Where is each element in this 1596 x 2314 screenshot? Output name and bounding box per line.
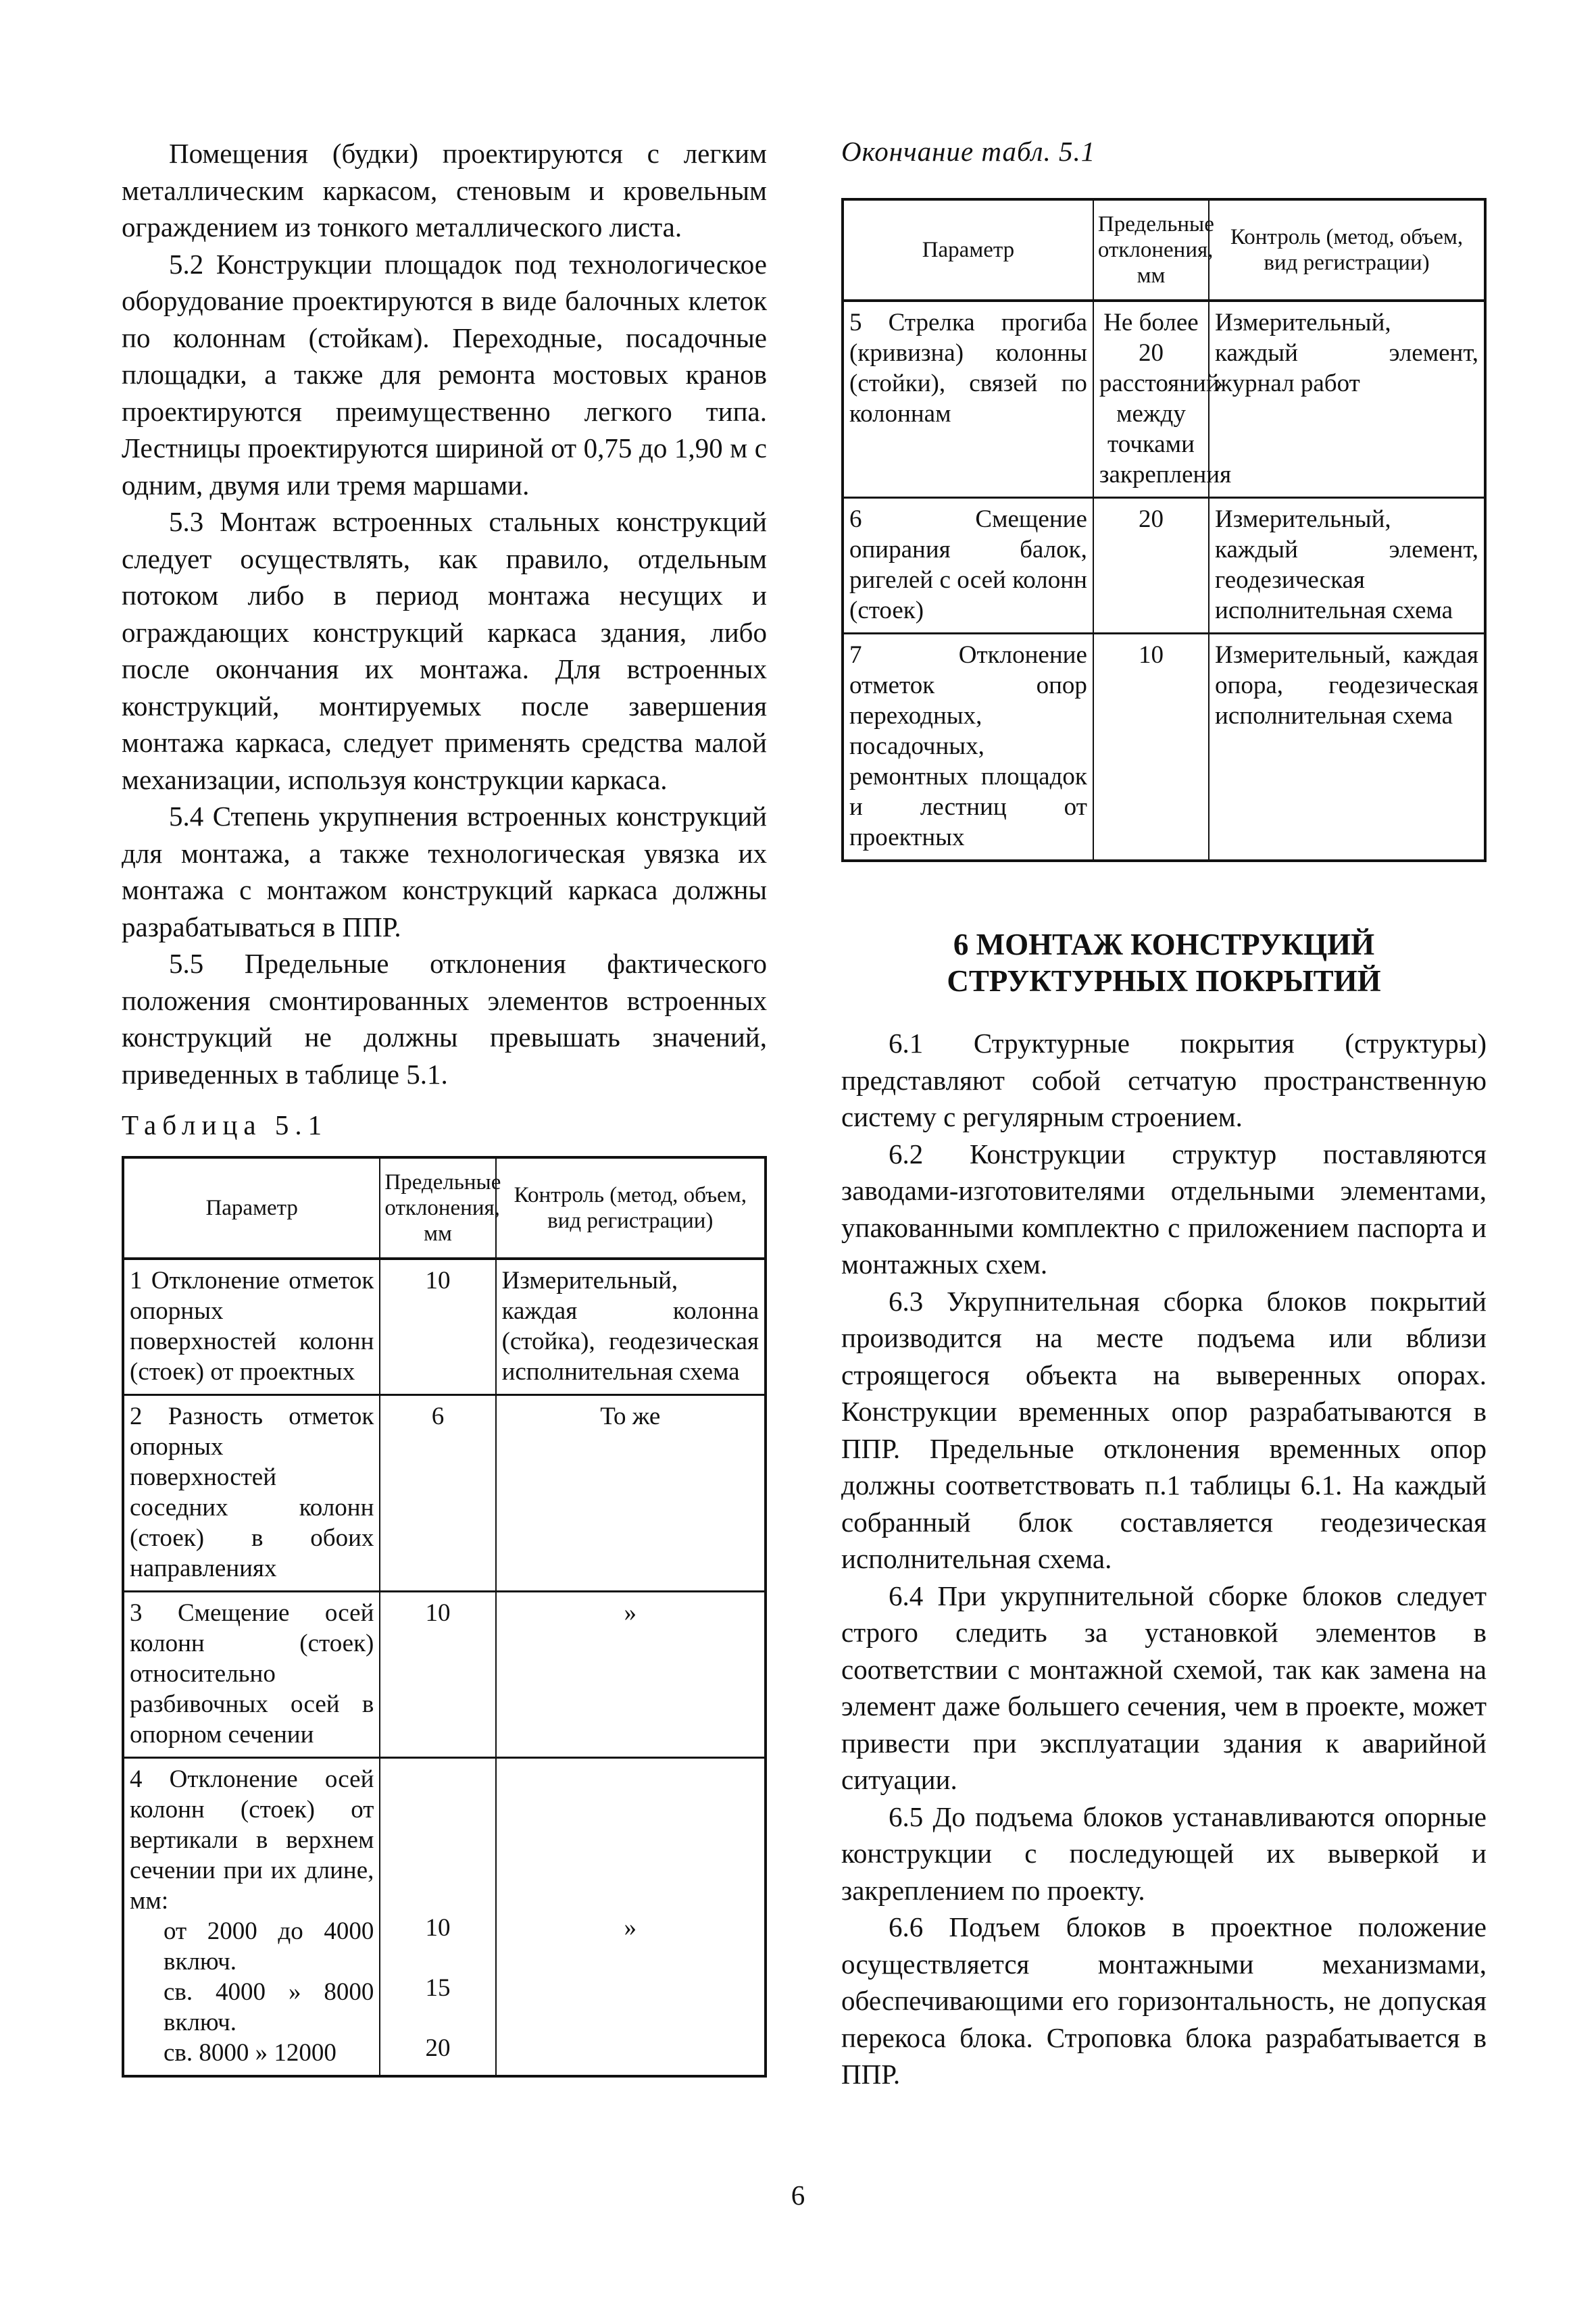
header-tolerance: Предельные отклонения, мм — [380, 1157, 495, 1259]
paragraph: 6.6 Подъем блоков в проектное положение осуществляется монтажными механизмами, обеспечивающими его горизонтальность, не допуская перекоса блока. Строповка блока разрабатывается в ППР. — [841, 1911, 1487, 2090]
cell-control: Измерительный, каждый элемент, геодезическая исполнительная схема — [1209, 498, 1485, 634]
paragraph: 6.4 При укрупнительной сборке блоков следует строго следить за установкой элементов в соответствии с монтажной схемой, так как замена на элемент даже большего сечения, чем в проекте, может привести при эксплуатации здания к аварийной ситуации. — [841, 1580, 1487, 1795]
section-title-line: 6 МОНТАЖ КОНСТРУКЦИЙ — [953, 928, 1375, 961]
table-row — [123, 1395, 766, 1592]
cell-control: Измерительный, каждая колонна (стойка), геодезическая исполнительная схема — [496, 1259, 766, 1395]
table-header-row — [123, 1157, 766, 1259]
paragraph: Помещения (будки) проектируются с легким металлическим каркасом, стеновым и кровельным ограждением из тонкого металлического листа. — [122, 138, 767, 243]
table-continuation-caption: Окончание табл. 5.1 — [841, 136, 1096, 167]
section-title-line: СТРУКТУРНЫХ ПОКРЫТИЙ — [947, 964, 1381, 998]
cell-tolerance-sub: 20 — [425, 2034, 451, 2062]
table-row — [123, 1758, 766, 2077]
cell-parameter: 5 Стрелка прогиба (кривизна) колонны (стойки), связей по колоннам — [843, 301, 1093, 498]
cell-tolerance: 20 — [1093, 498, 1209, 634]
header-control: Контроль (метод, объем, вид регистрации) — [1209, 199, 1485, 301]
header-tolerance: Предельные отклонения, мм — [1093, 199, 1209, 301]
paragraph: 6.1 Структурные покрытия (структуры) представляют собой сетчатую пространственную систему с регулярным строением. — [841, 1028, 1487, 1132]
paragraph: 5.4 Степень укрупнения встроенных конструкций для монтажа, а также технологическая увязка их монтажа с монтажом конструкций каркаса должны разрабатываться в ППР. — [122, 801, 767, 942]
cell-tolerance: Не более 20 расстояний между точками закрепления — [1093, 301, 1209, 498]
table-row — [843, 634, 1485, 861]
left-column — [122, 135, 767, 2078]
table-5-1 — [122, 1156, 767, 2078]
table-caption: Таблица 5.1 — [122, 1109, 328, 1140]
table-row — [123, 1592, 766, 1758]
cell-parameter: 3 Смещение осей колонн (стоек) относительно разбивочных осей в опорном сечении — [123, 1592, 380, 1758]
paragraph: 6.3 Укрупнительная сборка блоков покрытий производится на месте подъема или вблизи строящегося объекта на выверенных опорах. Конструкции временных опор разрабатываются в ППР. Предельные отклонения временных опор должны соответствовать п.1 таблицы 6.1. На каждый собранный блок составляется геодезическая исполнительная схема. — [841, 1285, 1487, 1574]
cell-tolerance: 10 — [380, 1592, 495, 1758]
cell-control: То же — [496, 1395, 766, 1592]
cell-parameter: 1 Отклонение отметок опорных поверхностей колонн (стоек) от проектных — [123, 1259, 380, 1395]
cell-tolerance — [380, 1758, 495, 2077]
paragraph: 5.5 Предельные отклонения фактического положения смонтированных элементов встроенных конструкций не должны превышать значений, приведенных в таблице 5.1. — [122, 948, 767, 1090]
cell-control — [496, 1758, 766, 2077]
header-control: Контроль (метод, объем, вид регистрации) — [496, 1157, 766, 1259]
cell-tolerance-sub: 15 — [425, 1974, 451, 2002]
cell-tolerance: 10 — [1093, 634, 1209, 861]
page-number: 6 — [791, 2180, 805, 2211]
paragraph: 5.2 Конструкции площадок под технологическое оборудование проектируются в виде балочных клеток по колоннам (стойкам). Переходные, посадочные площадки, а также для ремонта мостовых кранов проектируются преимущественно легкого типа. Лестницы проектируются шириной от 0,75 до 1,90 м с одним, двумя или тремя маршами. — [122, 248, 767, 501]
cell-parameter — [123, 1758, 380, 2077]
cell-control: Измерительный, каждый элемент, журнал работ — [1209, 301, 1485, 498]
right-column — [841, 135, 1487, 2093]
cell-parameter-main: 4 Отклонение осей колонн (стоек) от вертикали в верхнем сечении при их длине, мм: — [130, 1765, 374, 1915]
cell-tolerance-sub: 10 — [425, 1914, 451, 1942]
cell-control-sub: » — [624, 1914, 637, 1942]
cell-parameter-sub: св. 8000 » 12000 — [164, 2039, 336, 2067]
cell-parameter-sub: от 2000 до 4000 включ. — [164, 1917, 374, 1976]
cell-parameter-sub: св. 4000 » 8000 включ. — [164, 1978, 374, 2036]
cell-control: Измерительный, каждая опора, геодезическая исполнительная схема — [1209, 634, 1485, 861]
section-title — [841, 926, 1487, 999]
cell-tolerance: 6 — [380, 1395, 495, 1592]
cell-parameter: 7 Отклонение отметок опор переходных, посадочных, ремонтных площадок и лестниц от проектных — [843, 634, 1093, 861]
table-row — [843, 498, 1485, 634]
paragraph: 5.3 Монтаж встроенных стальных конструкций следует осуществлять, как правило, отдельным потоком либо в период монтажа несущих и ограждающих конструкций каркаса здания, либо после окончания их монтажа. Для встроенных конструкций, монтируемых после завершения монтажа каркаса, следует применять средства малой механизации, используя конструкции каркаса. — [122, 506, 767, 795]
header-parameter: Параметр — [843, 199, 1093, 301]
table-header-row — [843, 199, 1485, 301]
paragraph: 6.2 Конструкции структур поставляются заводами-изготовителями отдельными элементами, упакованными комплектно с приложением паспорта и монтажных схем. — [841, 1138, 1487, 1280]
paragraph: 6.5 До подъема блоков устанавливаются опорные конструкции с последующей их выверкой и закреплением по проекту. — [841, 1801, 1487, 1906]
table-row — [843, 301, 1485, 498]
table-5-1-end — [841, 198, 1487, 862]
table-row — [123, 1259, 766, 1395]
cell-parameter: 2 Разность отметок опорных поверхностей соседних колонн (стоек) в обоих направлениях — [123, 1395, 380, 1592]
cell-tolerance: 10 — [380, 1259, 495, 1395]
cell-control: » — [496, 1592, 766, 1758]
cell-parameter: 6 Смещение опирания балок, ригелей с осей колонн (стоек) — [843, 498, 1093, 634]
header-parameter: Параметр — [123, 1157, 380, 1259]
